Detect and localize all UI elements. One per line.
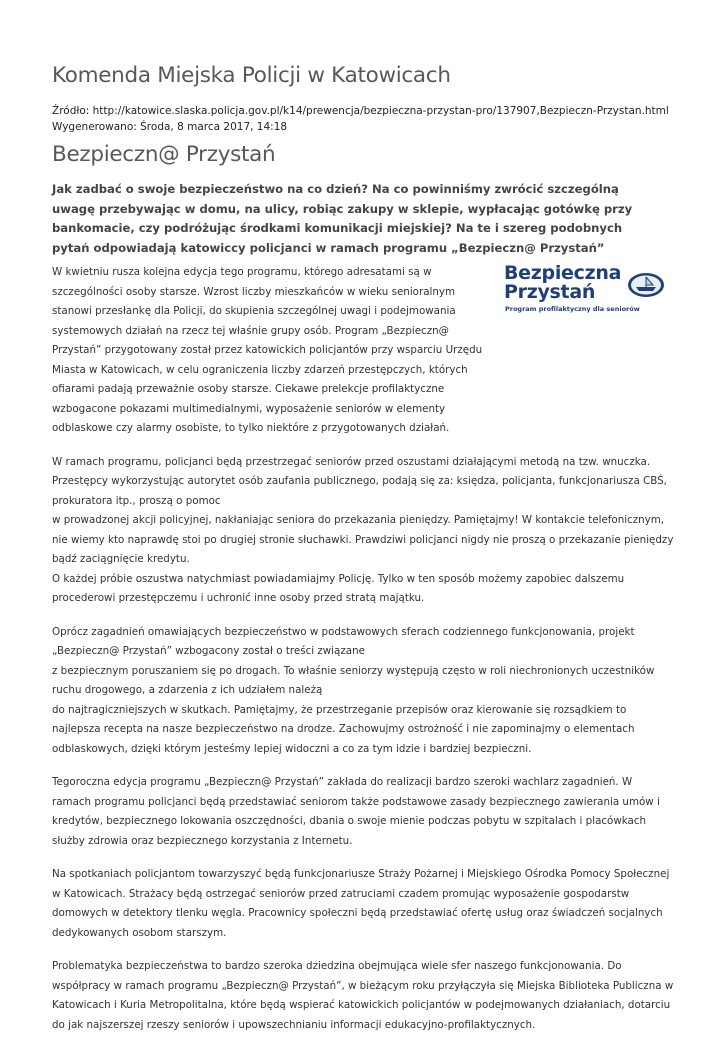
article-title: Bezpieczn@ Przystań	[52, 142, 276, 167]
logo-title-line2: Przystań	[504, 281, 596, 303]
logo-subtitle: Program profilaktyczny dla seniorów	[505, 305, 640, 313]
article-lead: Jak zadbać o swoje bezpieczeństwo na co dzień? Na co powinniśmy zwrócić szczególną uwagę przebywając w domu, na ulicy, robiąc zakupy w sklepie, wypłacając gotówkę przy bankomacie, czy podróżując środkami komunikacji miejskiej? Na te i szereg podobnych pytań odpowiadają katowiccy policjanci w ramach programu „Bezpieczn@ Przystań”	[52, 182, 633, 255]
site-title: Komenda Miejska Policji w Katowicach	[52, 63, 451, 88]
paragraph-1: W kwietniu rusza kolejna edycja tego programu, którego adresatami są w szczególności osoby starsze. Wzrost liczby mieszkańców w wieku senioralnym stanowi przesłankę dla Policji, do skupienia szczególnej uwagi i podejmowania systemowych działań na rzecz tej właśnie grupy osób. Program „Bezpieczn@ Przystań” przygotowany został przez katowickich policjantów przy wsparciu Urzędu Miasta w Katowicach, w celu ograniczenia liczby zdarzeń przestępczych, których ofiarami padają przeważnie osoby starsze. Ciekawe prelekcje profilaktyczne wzbogacone pokazami multimedialnymi, wyposażenie seniorów w elementy odblaskowe czy alarmy osobiste, to tylko niektóre z przygotowanych działań.	[52, 266, 483, 434]
paragraph-6: Problematyka bezpieczeństwa to bardzo szeroka dziedzina obejmująca wiele sfer naszego funkcjonowania. Do współpracy w ramach programu „Bezpieczn@ Przystań”, w bieżącym roku przyłączyła się Miejska Biblioteka Publiczna w Katowicach i Kuria Metropolitalna, które będą wspierać katowickich policjantów w podejmowanych działaniach, dotarciu do jak najszerszej rzeszy seniorów i upowszechnianiu informacji edukacyjno-profilaktycznych.	[52, 960, 674, 1031]
paragraph-2: W ramach programu, policjanci będą przestrzegać seniorów przed oszustami działającymi metodą na tzw. wnuczka. Przestępcy wykorzystując autorytet osób zaufania publicznego, podają się za: księdza, policjanta, funkcjonariusza CBŚ, prokuratora itp., proszą o pomoc w prowadzonej akcji policyjnej, nakłaniając seniora do przekazania pieniędzy. Pamiętajmy! W kontakcie telefonicznym, nie wiemy kto naprawdę stoi po drugiej stronie słuchawki. Prawdziwi policjanci nigdy nie proszą o przekazanie pieniędzy bądź zaciągnięcie kredytu. O każdej próbie oszustwa natychmiast powiadamiajmy Policję. Tylko w ten sposób możemy zapobiec dalszemu procederowi przestępczemu i uchronić inne osoby przed stratą majątku.	[52, 455, 674, 604]
paragraph-3: Oprócz zagadnień omawiających bezpieczeństwo w podstawowych sferach codziennego funkcjonowania, projekt „Bezpieczn@ Przystań” wzbogacony został o treści związane z bezpiecznym poruszaniem się po drogach. To właśnie seniorzy występują często w roli niechronionych uczestników ruchu drogowego, a zdarzenia z ich udziałem należą do najtragiczniejszych w skutkach. Pamiętajmy, że przestrzeganie przepisów oraz kierowanie się rozsądkiem to najlepsza recepta na nasze bezpieczeństwo na drodze. Zachowujmy ostrożność i nie zapominajmy o elementach odblaskowych, dzięki którym jesteśmy lepiej widoczni a co za tym idzie i bardziej bezpieczni.	[52, 625, 655, 755]
generated-line: Wygenerowano: Środa, 8 marca 2017, 14:18	[52, 121, 288, 133]
document-meta	[52, 103, 692, 135]
paragraph-4: Tegoroczna edycja programu „Bezpieczn@ Przystań” zakłada do realizacji bardzo szeroki wachlarz zagadnień. W ramach programu policjanci będą przedstawiać seniorom także podstawowe zasady bezpiecznego zawierania umów i kredytów, bezpiecznego lokowania oszczędności, dbania o swoje mienie podczas pobytu w szpitalach i placówkach służby zdrowia oraz bezpiecznego korzystania z Internetu.	[52, 776, 660, 847]
logo-title-line1: Bezpieczna	[504, 262, 622, 284]
paragraph-5: Na spotkaniach policjantom towarzyszyć będą funkcjonariusze Straży Pożarnej i Miejskiego Ośrodka Pomocy Społecznej w Katowicach. Strażacy będą ostrzegać seniorów przed zatruciami czadem promując wyposażenie gospodarstw domowych w detektory tlenku węgla. Pracownicy społeczni będą przedstawiać ofertę usług oraz świadczeń socjalnych dedykowanych osobom starszym.	[52, 868, 670, 939]
article-body	[52, 263, 674, 1049]
source-line: Źródło: http://katowice.slaska.policja.gov.pl/k14/prewencja/bezpieczna-przystan-pro/137907,Bezpieczn-Przystan.html	[52, 105, 669, 117]
